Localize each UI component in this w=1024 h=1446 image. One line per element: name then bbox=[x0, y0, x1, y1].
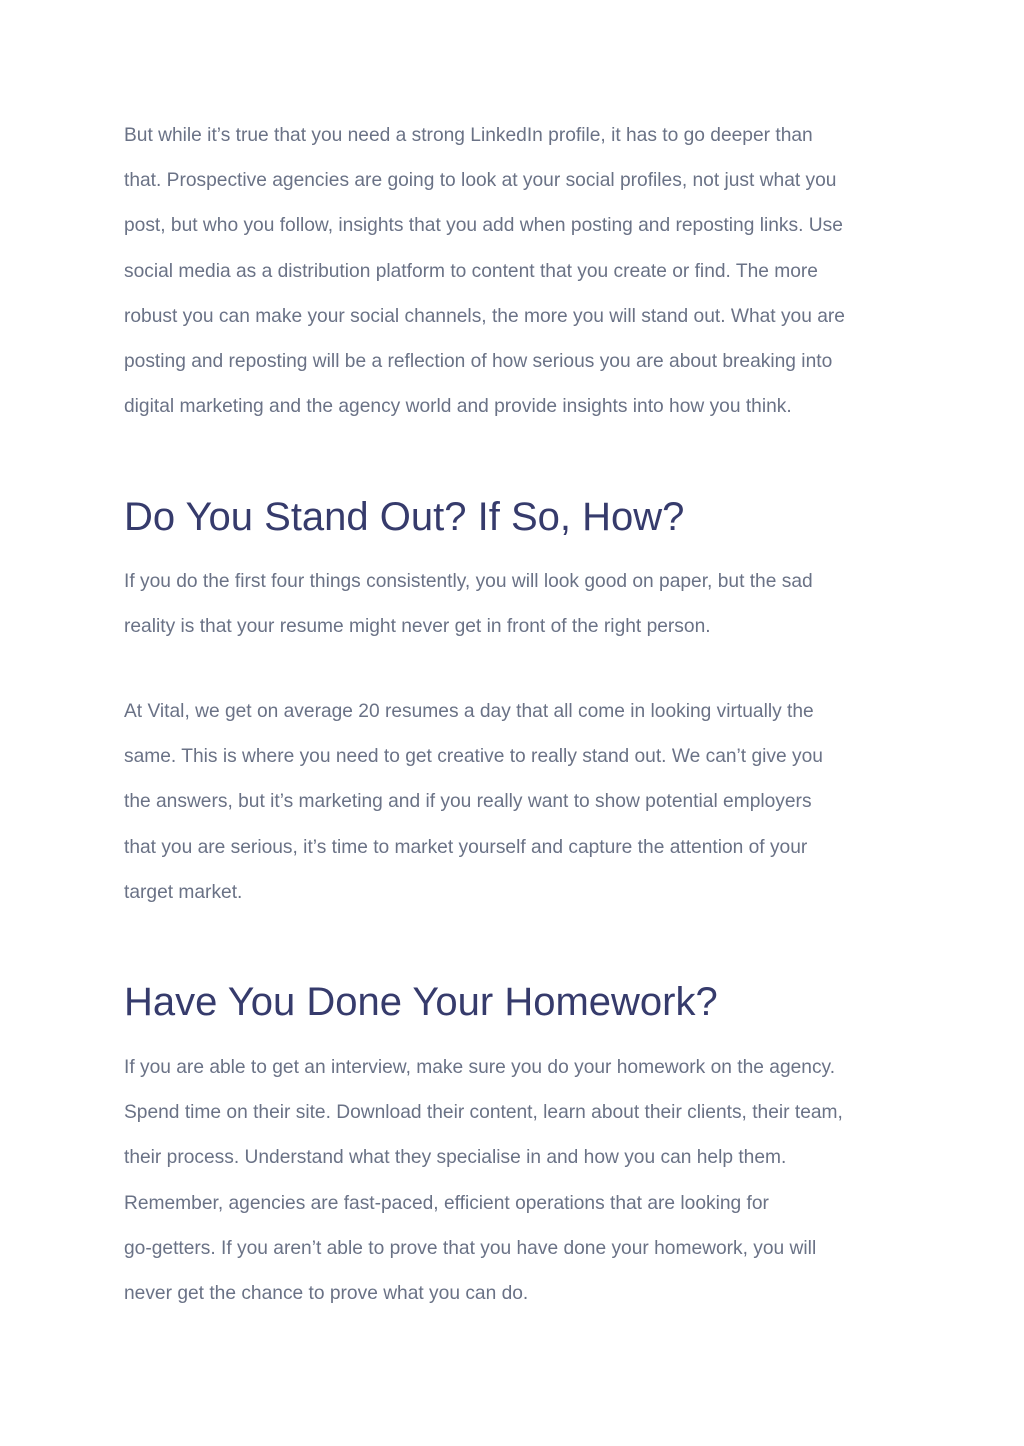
paragraph-line: But while it’s true that you need a strong LinkedIn profile, it has to go deeper than bbox=[124, 125, 813, 146]
paragraph-line: target market. bbox=[124, 881, 243, 903]
paragraph-line: Remember, agencies are fast-paced, efficient operations that are looking for bbox=[124, 1192, 769, 1214]
paragraph-at-vital bbox=[124, 689, 914, 915]
paragraph-line: posting and reposting will be a reflection of how serious you are about breaking into bbox=[124, 351, 833, 373]
paragraph-line: robust you can make your social channels, the more you will stand out. What you are bbox=[124, 305, 845, 327]
paragraph-interview-homework bbox=[124, 1045, 914, 1316]
paragraph-first-four-things bbox=[124, 559, 914, 649]
paragraph-line: same. This is where you need to get creative to really stand out. We can’t give you bbox=[124, 746, 823, 768]
paragraph-line: their process. Understand what they specialise in and how you can help them. bbox=[124, 1147, 787, 1169]
paragraph-line: never get the chance to prove what you can do. bbox=[124, 1283, 529, 1305]
paragraph-line: Spend time on their site. Download their content, learn about their clients, their team, bbox=[124, 1102, 843, 1124]
section-heading-stand-out: Do You Stand Out? If So, How? bbox=[124, 495, 685, 539]
paragraph-line: If you are able to get an interview, make sure you do your homework on the agency. bbox=[124, 1057, 836, 1078]
paragraph-linkedin-profile bbox=[124, 113, 914, 429]
paragraph-line: If you do the first four things consistently, you will look good on paper, but the sad bbox=[124, 571, 813, 592]
section-heading-homework: Have You Done Your Homework? bbox=[124, 980, 718, 1024]
paragraph-line: the answers, but it’s marketing and if you really want to show potential employers bbox=[124, 791, 812, 813]
paragraph-line: reality is that your resume might never get in front of the right person. bbox=[124, 616, 711, 638]
paragraph-line: post, but who you follow, insights that you add when posting and reposting links. Use bbox=[124, 215, 843, 237]
paragraph-line: social media as a distribution platform to content that you create or find. The more bbox=[124, 260, 818, 282]
paragraph-line: At Vital, we get on average 20 resumes a day that all come in looking virtually the bbox=[124, 701, 814, 722]
paragraph-line: that you are serious, it’s time to market yourself and capture the attention of your bbox=[124, 836, 808, 858]
paragraph-line: digital marketing and the agency world and provide insights into how you think. bbox=[124, 396, 792, 418]
paragraph-line: that. Prospective agencies are going to look at your social profiles, not just what you bbox=[124, 170, 837, 192]
paragraph-line: go-getters. If you aren’t able to prove that you have done your homework, you will bbox=[124, 1237, 817, 1259]
